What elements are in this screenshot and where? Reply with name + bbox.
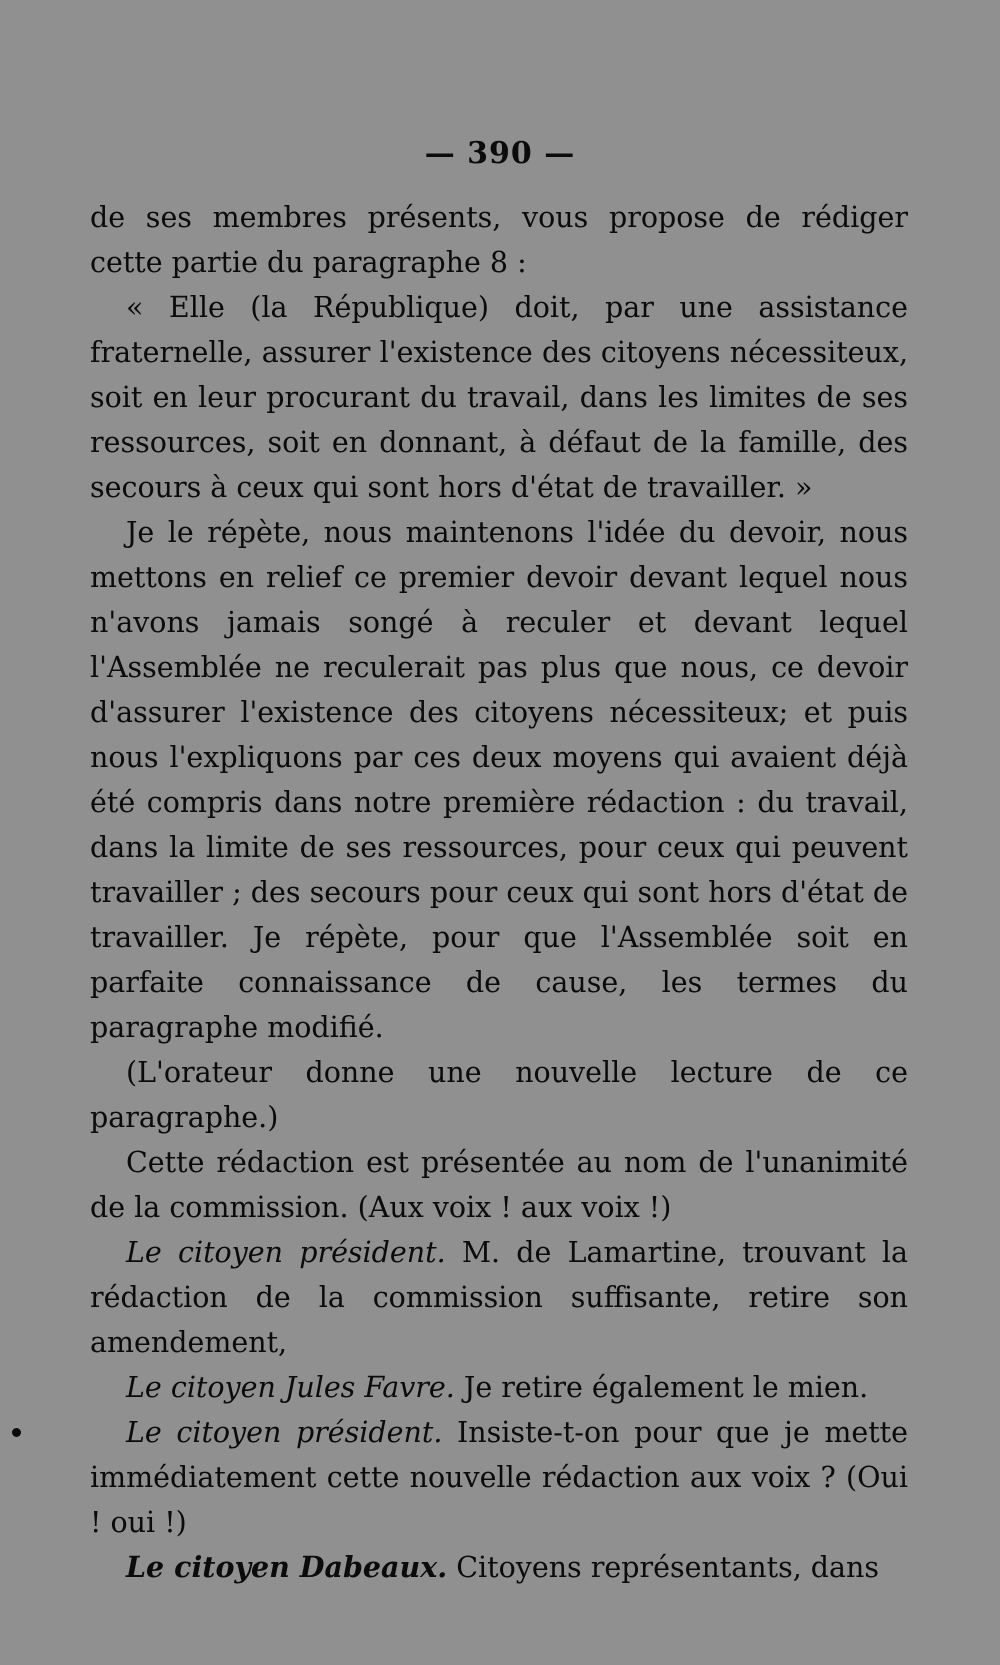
paragraph-speech (90, 1410, 908, 1545)
page-number: — 390 — (424, 136, 576, 171)
paragraph-speech (90, 1545, 908, 1590)
speech-text: M. de Lamartine, trouvant la rédaction de la commission suffisante, retire son amendement, (90, 1236, 908, 1359)
paragraph-stage-direction: (L'orateur donne une nouvelle lecture de ce paragraphe.) (90, 1056, 908, 1134)
speaker-name: Le citoyen Jules Favre. (126, 1371, 455, 1404)
speaker-name: Le citoyen président. (126, 1236, 446, 1269)
paragraph: Cette rédaction est présentée au nom de l'unanimité de la commission. (Aux voix ! aux voix !) (90, 1146, 908, 1224)
paragraph-speech (90, 1365, 908, 1410)
speech-text: Citoyens représentants, dans (447, 1551, 880, 1584)
paragraph: Je le répète, nous maintenons l'idée du devoir, nous mettons en relief ce premier devoir devant lequel nous n'avons jamais songé à reculer et devant lequel l'Assemblée ne reculerait pas plus que nous, ce devoir d'assurer l'existence des citoyens nécessiteux; et puis nous l'expliquons par ces deux moyens qui avaient déjà été compris dans notre première rédaction : du travail, dans la limite de ses ressources, pour ceux qui peuvent travailler ; des secours pour ceux qui sont hors d'état de travailler. Je répète, pour que l'Assemblée soit en parfaite connaissance de cause, les termes du paragraphe modifié. (90, 516, 908, 1044)
paragraph: de ses membres présents, vous propose de rédiger cette partie du paragraphe 8 : (90, 201, 908, 279)
speech-text: Je retire également le mien. (454, 1371, 869, 1404)
speaker-name: Le citoyen président. (126, 1416, 443, 1449)
margin-dot (12, 1428, 21, 1437)
speaker-name: Le citoyen Dabeaux. (126, 1550, 448, 1584)
body-text (90, 195, 908, 1590)
paragraph-speech (90, 1230, 908, 1365)
paragraph-quote: « Elle (la République) doit, par une assistance fraternelle, assurer l'existence des citoyens nécessiteux, soit en leur procurant du travail, dans les limites de ses ressources, soit en donnant, à défaut de la famille, des secours à ceux qui sont hors d'état de travailler. » (90, 291, 908, 504)
speech-text: Insiste-t-on pour que je mette immédiatement cette nouvelle rédaction aux voix ? (Oui ! oui !) (90, 1416, 908, 1539)
